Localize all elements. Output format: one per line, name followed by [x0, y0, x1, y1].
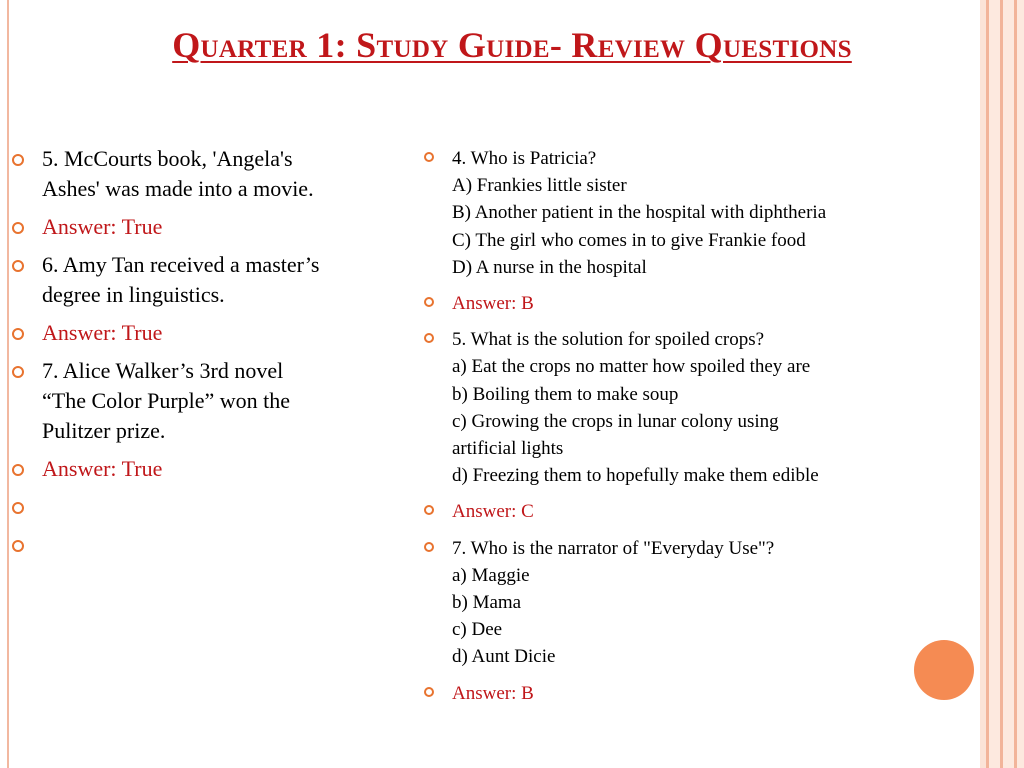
text-line: d) Freezing them to hopefully make them edible	[452, 465, 819, 487]
text-line: b) Boiling them to make soup	[452, 383, 679, 405]
text-line: 4. Who is Patricia?	[452, 148, 597, 169]
text-line: A) Frankies little sister	[452, 175, 627, 197]
slide-title-text: Quarter 1: Study Guide- Review Questions	[172, 25, 852, 65]
text-line: a) Eat the crops no matter how spoiled they are	[452, 356, 811, 378]
empty-bullet-item	[12, 530, 420, 560]
question-item	[424, 145, 994, 281]
text-line: c) Growing the crops in lunar colony using	[452, 410, 779, 432]
question-item	[424, 326, 994, 489]
text-line: B) Another patient in the hospital with diphtheria	[452, 202, 827, 224]
text-line: Answer: True	[42, 456, 163, 481]
answer-item	[424, 498, 994, 525]
question-item	[12, 250, 420, 310]
bullet-circle-icon	[424, 152, 434, 162]
text-line: 6. Amy Tan received a master’s	[42, 252, 320, 277]
text-line: c) Dee	[452, 619, 503, 641]
bullet-circle-icon	[424, 333, 434, 343]
answer-item	[12, 318, 420, 348]
text-line: artificial lights	[452, 438, 564, 460]
bullet-circle-icon	[12, 260, 24, 272]
question-item	[424, 535, 994, 671]
bullet-circle-icon	[12, 328, 24, 340]
text-line: b) Mama	[452, 592, 522, 614]
text-line: Answer: B	[452, 682, 534, 704]
answer-item	[424, 680, 994, 707]
text-line: Answer: B	[452, 293, 534, 315]
right-bullet-list	[424, 145, 994, 716]
bullet-circle-icon	[424, 505, 434, 515]
text-line: Ashes' was made into a movie.	[42, 176, 314, 201]
text-line: 5. McCourts book, 'Angela's	[42, 146, 293, 171]
left-bullet-list	[12, 144, 420, 568]
text-line: a) Maggie	[452, 564, 530, 586]
bullet-circle-icon	[424, 297, 434, 307]
text-line: C) The girl who comes in to give Frankie food	[452, 229, 806, 251]
bullet-circle-icon	[424, 687, 434, 697]
text-line: “The Color Purple” won the	[42, 388, 291, 413]
text-line	[42, 492, 420, 522]
text-line: d) Aunt Dicie	[452, 646, 556, 668]
answer-item	[424, 290, 994, 317]
text-line: degree in linguistics.	[42, 282, 225, 307]
text-line	[42, 530, 420, 560]
bullet-circle-icon	[424, 542, 434, 552]
text-line: 7. Who is the narrator of "Everyday Use"?	[452, 537, 775, 559]
answer-item	[12, 454, 420, 484]
text-line: 5. What is the solution for spoiled crops?	[452, 329, 765, 351]
answer-item	[12, 212, 420, 242]
bullet-circle-icon	[12, 222, 24, 234]
bullet-circle-icon	[12, 502, 24, 514]
bullet-circle-icon	[12, 154, 24, 166]
slide-title	[0, 24, 1024, 66]
text-line: 7. Alice Walker’s 3rd novel	[42, 358, 284, 383]
bullet-circle-icon	[12, 366, 24, 378]
left-border-rule	[7, 0, 9, 768]
question-item	[12, 356, 420, 446]
text-line: D) A nurse in the hospital	[452, 256, 647, 278]
text-line: Pulitzer prize.	[42, 418, 166, 443]
text-line: Answer: True	[42, 320, 163, 345]
text-line: Answer: True	[42, 214, 163, 239]
decorative-orange-circle	[914, 640, 974, 700]
bullet-circle-icon	[12, 464, 24, 476]
text-line: Answer: C	[452, 501, 534, 523]
empty-bullet-item	[12, 492, 420, 522]
question-item	[12, 144, 420, 204]
bullet-circle-icon	[12, 540, 24, 552]
